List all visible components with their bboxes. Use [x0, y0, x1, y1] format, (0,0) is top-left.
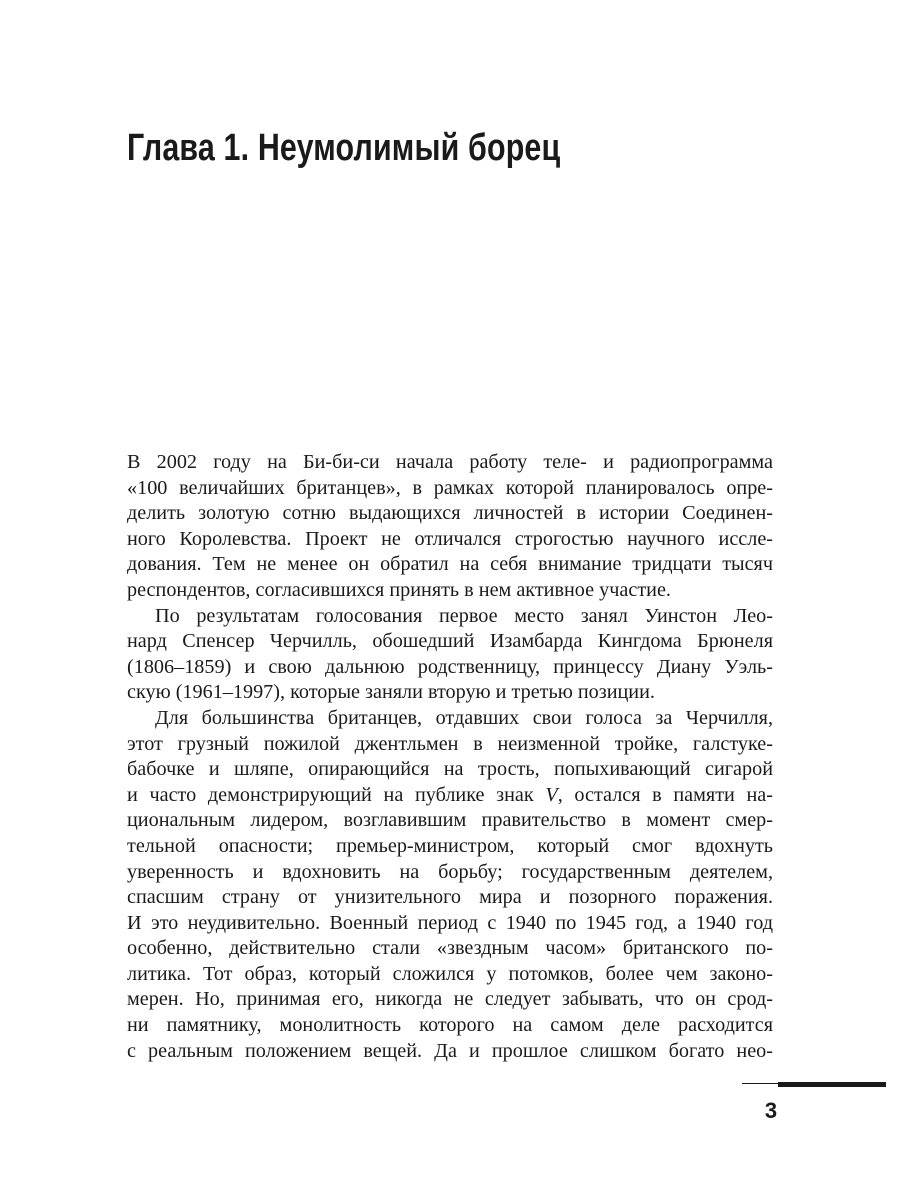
text-line: (1806–1859) и свою дальнюю родственницу, принцессу Диану Уэль- [127, 655, 773, 678]
text-line: литика. Тот образ, который сложился у потомков, более чем законо- [127, 962, 773, 985]
text-line: спасшим страну от унизительного мира и позорного поражения. [127, 886, 773, 909]
text-line: «100 величайших британцев», в рамках которой планировалось опре- [127, 476, 773, 499]
text-line: мерен. Но, принимая его, никогда не следует забывать, что он срод- [127, 988, 773, 1011]
text-line: бабочке и шляпе, опирающийся на трость, попыхивающий сигарой [127, 758, 773, 781]
text-line: скую (1961–1997), которые заняли вторую и третью позиции. [127, 681, 655, 704]
text-line: В 2002 году на Би-би-си начала работу теле- и радиопрограмма [127, 451, 773, 473]
footer-rule-thick [778, 1082, 886, 1087]
text-line: По результатам голосования первое место занял Уинстон Лео- [155, 604, 773, 627]
text-line: нард Спенсер Черчилль, обошедший Изамбарда Кингдома Брюнеля [127, 630, 773, 653]
chapter-title: Глава 1. Неумолимый борец [127, 127, 561, 169]
text-line: делить золотую сотню выдающихся личностей в истории Соединен- [127, 502, 773, 525]
text-line: циональным лидером, возглавившим правительство в момент смер- [127, 809, 773, 832]
text-line: и часто демонстрирующий на публике знак V, остался в памяти на- [127, 783, 773, 806]
text-line: особенно, действительно стали «звездным часом» британского по- [127, 937, 773, 960]
text-line: этот грузный пожилой джентльмен в неизменной тройке, галстуке- [127, 732, 773, 755]
text-line: Для большинства британцев, отдавших свои голоса за Черчилля, [155, 706, 773, 729]
text-line: уверенность и вдохновить на борьбу; государственным деятелем, [127, 860, 773, 883]
text-line: тельной опасности; премьер-министром, который смог вдохнуть [127, 834, 773, 857]
text-line: дования. Тем не менее он обратил на себя внимание тридцати тысяч [127, 553, 773, 576]
text-line: ни памятнику, монолитность которого на самом деле расходится [127, 1014, 773, 1037]
text-line: ного Королевства. Проект не отличался строгостью научного иссле- [127, 527, 773, 550]
chapter-body [127, 450, 773, 1064]
footer-rule-thin [742, 1083, 780, 1084]
page-number: 3 [764, 1098, 778, 1123]
text-line: И это неудивительно. Военный период с 1940 по 1945 год, а 1940 год [127, 911, 773, 934]
text-line: респондентов, согласившихся принять в нем активное участие. [127, 578, 671, 601]
text-line: с реальным положением вещей. Да и прошлое слишком богато нео- [127, 1039, 773, 1062]
